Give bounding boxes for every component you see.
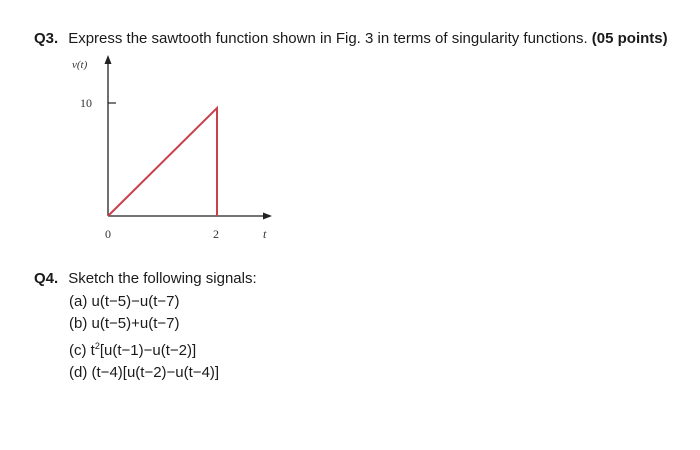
part-a <box>69 291 257 313</box>
y-tick-label: 10 <box>80 96 92 110</box>
part-label: (b) <box>69 315 88 332</box>
x-tick-label-2: 2 <box>213 227 219 241</box>
part-label: (a) <box>69 293 88 310</box>
part-b <box>69 313 257 335</box>
sawtooth-signal <box>108 108 217 216</box>
part-label: (c) <box>69 342 87 359</box>
question-4 <box>34 270 257 384</box>
part-expression: (t−4)[u(t−2)−u(t−4)] <box>91 364 220 381</box>
part-expression: u(t−5)+u(t−7) <box>91 315 180 332</box>
x-axis-arrow <box>263 213 272 220</box>
part-label: (d) <box>69 364 88 381</box>
y-axis-label: v(t) <box>72 59 88 71</box>
question-4-parts <box>69 291 257 384</box>
x-axis-label: t <box>263 227 267 241</box>
x-tick-label-0: 0 <box>105 227 111 241</box>
y-axis-arrow <box>105 55 112 64</box>
question-4-text: Sketch the following signals: <box>68 270 257 287</box>
part-expression-exponent: 2 <box>94 341 100 351</box>
part-c <box>69 335 257 362</box>
part-expression-rest: [u(t−1)−u(t−2)] <box>99 342 197 359</box>
question-3-points: (05 points) <box>591 30 668 47</box>
sawtooth-figure <box>60 52 300 252</box>
part-d <box>69 362 257 384</box>
part-expression: u(t−5)−u(t−7) <box>91 293 180 310</box>
question-3-text: Express the sawtooth function shown in Fig. 3 in terms of singularity functions. <box>68 30 588 47</box>
part-expression-base: t <box>90 342 95 359</box>
question-3-number: Q3. <box>34 30 59 47</box>
question-4-number: Q4. <box>34 270 59 287</box>
question-3 <box>34 30 668 47</box>
